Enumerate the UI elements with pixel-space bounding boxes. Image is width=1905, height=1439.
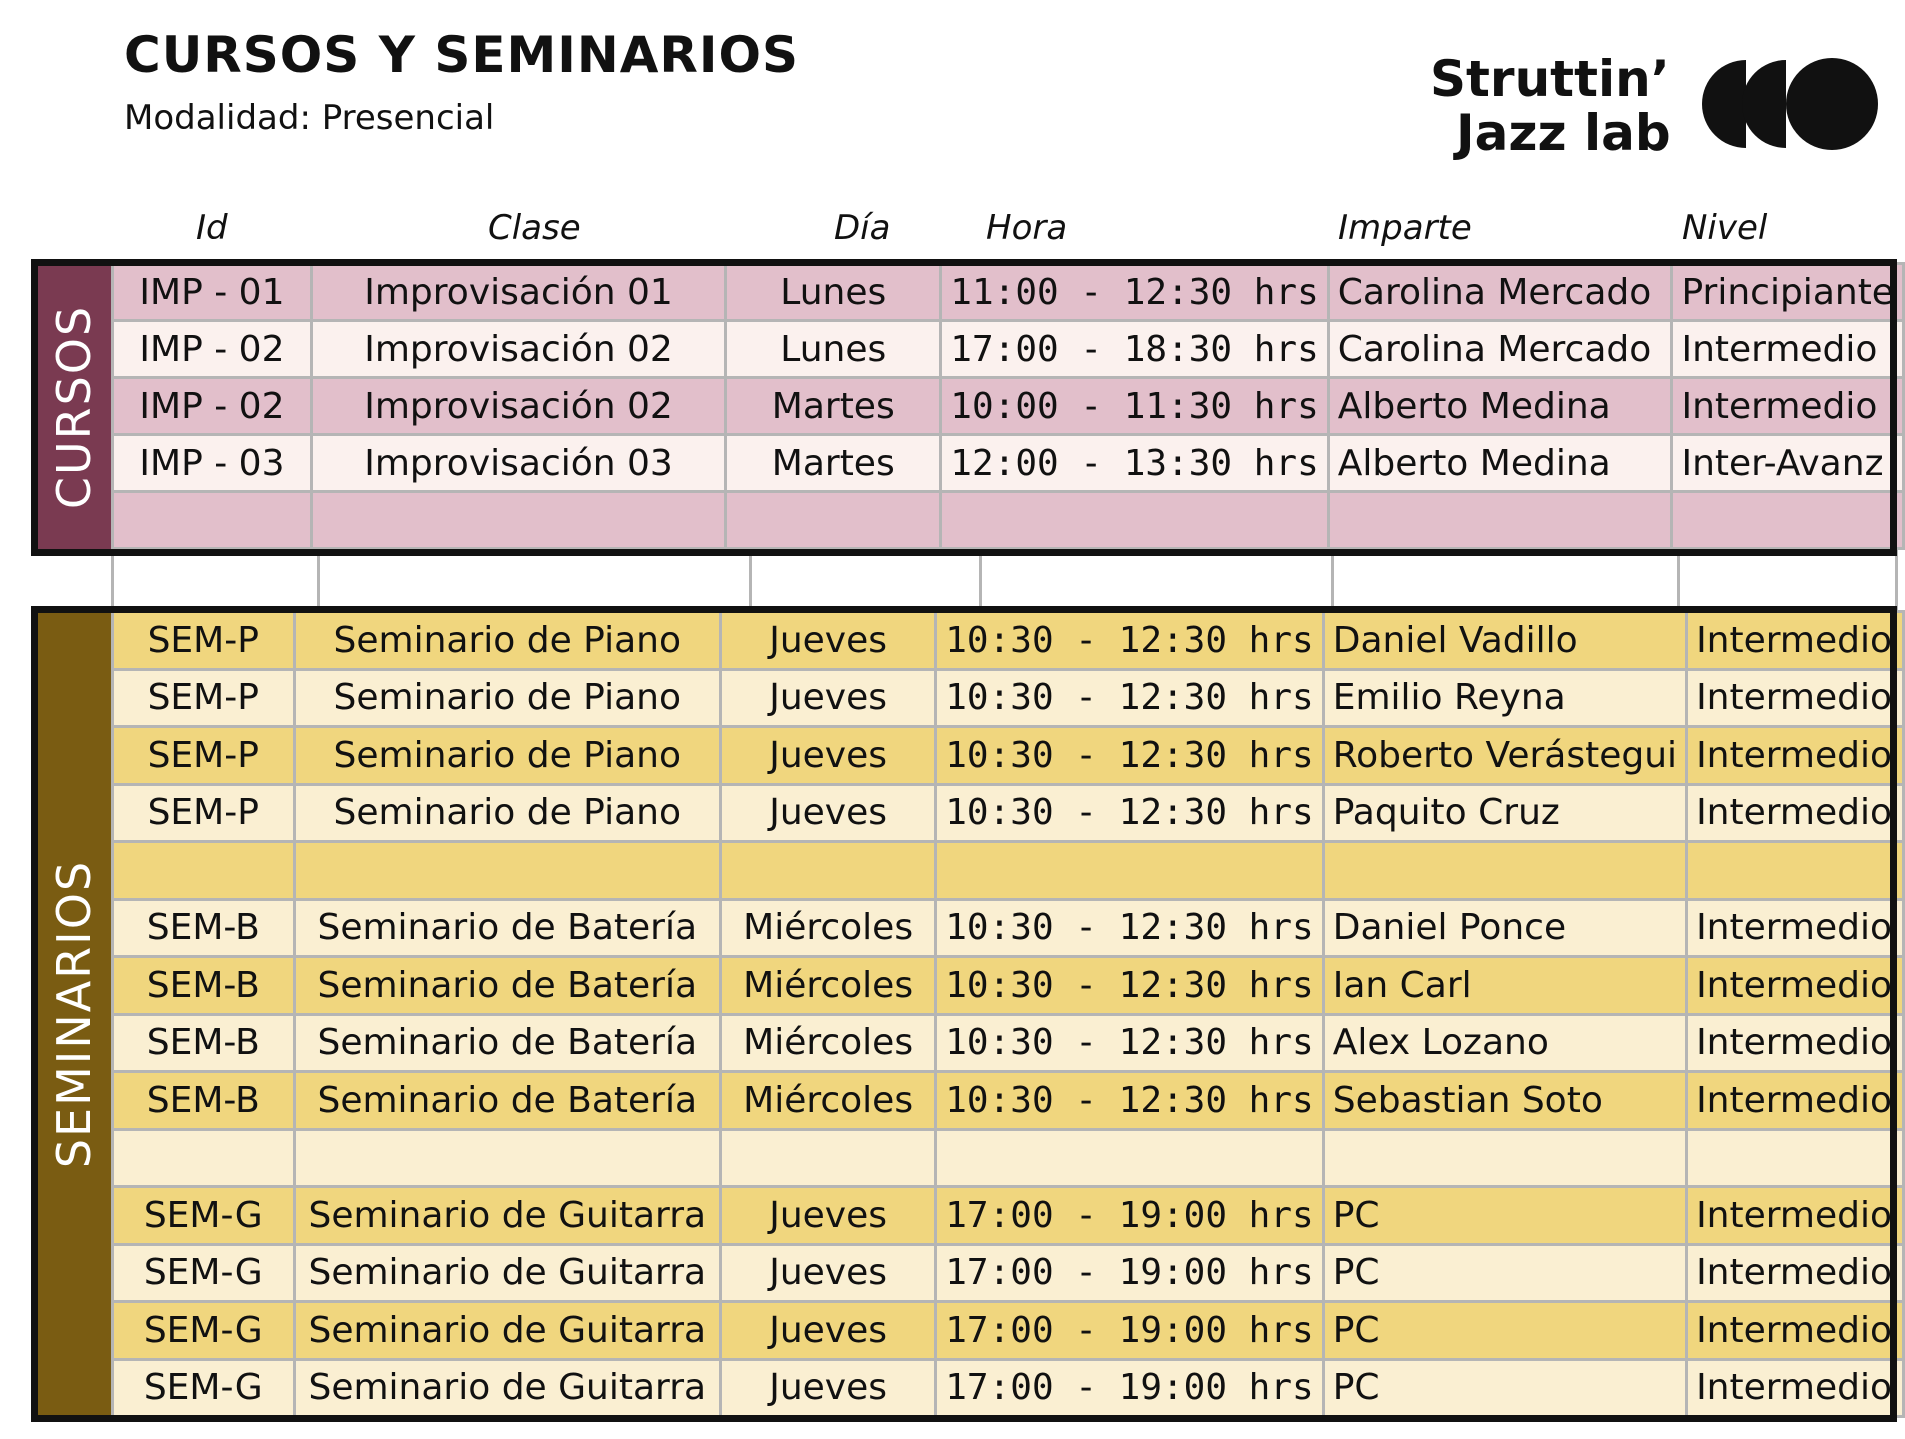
table-row <box>113 842 1904 900</box>
imparte-cell: Alberto Medina <box>1328 378 1672 435</box>
imparte-cell: PC <box>1323 1244 1686 1302</box>
nivel-cell: Inter-Avanz <box>1672 435 1904 492</box>
hora-cell: 10:30 - 12:30 hrs <box>936 669 1323 727</box>
dia-cell: Jueves <box>721 1302 936 1360</box>
modality-subtitle: Modalidad: Presencial <box>124 98 495 138</box>
id-cell: SEM-P <box>113 669 295 727</box>
nivel-cell: Intermedio <box>1687 1302 1904 1360</box>
clase-cell: Seminario de Guitarra <box>294 1187 720 1245</box>
id-cell <box>113 492 312 549</box>
dia-cell: Jueves <box>721 1359 936 1417</box>
dia-cell <box>721 1129 936 1187</box>
col-header-nivel: Nivel <box>1682 208 1768 248</box>
seminarios-section-band <box>34 610 113 1418</box>
table-row <box>113 1359 1904 1417</box>
seminarios-table <box>111 610 1905 1418</box>
clase-cell: Seminario de Guitarra <box>294 1302 720 1360</box>
table-row <box>113 1187 1904 1245</box>
table-row <box>113 669 1904 727</box>
dia-cell: Martes <box>726 435 941 492</box>
cursos-table <box>111 262 1905 550</box>
dia-cell: Jueves <box>721 612 936 670</box>
table-row <box>113 435 1904 492</box>
brand-logo-line1: Struttin’ <box>1430 50 1670 108</box>
table-row <box>113 727 1904 785</box>
hora-cell: 17:00 - 19:00 hrs <box>936 1187 1323 1245</box>
table-row <box>113 321 1904 378</box>
hora-cell: 17:00 - 18:30 hrs <box>941 321 1328 378</box>
nivel-cell <box>1687 842 1904 900</box>
dia-cell: Miércoles <box>721 899 936 957</box>
nivel-cell: Intermedio <box>1687 957 1904 1015</box>
hora-cell: 17:00 - 19:00 hrs <box>936 1359 1323 1417</box>
page-title: CURSOS Y SEMINARIOS <box>124 26 800 84</box>
nivel-cell: Intermedio <box>1687 784 1904 842</box>
nivel-cell: Intermedio <box>1672 378 1904 435</box>
clase-cell: Seminario de Guitarra <box>294 1359 720 1417</box>
table-row <box>113 492 1904 549</box>
table-row <box>113 1244 1904 1302</box>
imparte-cell <box>1328 492 1672 549</box>
dia-cell: Jueves <box>721 669 936 727</box>
brand-logo-line2: Jazz lab <box>1456 104 1671 162</box>
dia-cell: Jueves <box>721 1244 936 1302</box>
dia-cell: Miércoles <box>721 957 936 1015</box>
table-row <box>113 264 1904 321</box>
hora-cell: 10:30 - 12:30 hrs <box>936 1014 1323 1072</box>
id-cell: IMP - 02 <box>113 321 312 378</box>
imparte-cell <box>1323 1129 1686 1187</box>
clase-cell: Improvisación 01 <box>311 264 725 321</box>
imparte-cell: Carolina Mercado <box>1328 264 1672 321</box>
clase-cell <box>294 842 720 900</box>
nivel-cell: Principiante <box>1672 264 1904 321</box>
clase-cell: Improvisación 02 <box>311 321 725 378</box>
hora-cell: 11:00 - 12:30 hrs <box>941 264 1328 321</box>
nivel-cell: Intermedio <box>1672 321 1904 378</box>
id-cell: IMP - 01 <box>113 264 312 321</box>
dia-cell: Jueves <box>721 784 936 842</box>
imparte-cell: Carolina Mercado <box>1328 321 1672 378</box>
imparte-cell: PC <box>1323 1187 1686 1245</box>
table-row <box>113 378 1904 435</box>
hora-cell: 10:30 - 12:30 hrs <box>936 612 1323 670</box>
seminarios-section-label: SEMINARIOS <box>46 859 101 1169</box>
id-cell: SEM-G <box>113 1187 295 1245</box>
id-cell: SEM-P <box>113 727 295 785</box>
dia-cell <box>726 492 941 549</box>
cursos-section-label: CURSOS <box>46 304 101 510</box>
dia-cell <box>721 842 936 900</box>
dia-cell: Lunes <box>726 264 941 321</box>
id-cell: SEM-G <box>113 1244 295 1302</box>
hora-cell <box>936 842 1323 900</box>
clase-cell: Seminario de Batería <box>294 957 720 1015</box>
id-cell: IMP - 02 <box>113 378 312 435</box>
table-row <box>113 612 1904 670</box>
hora-cell: 10:30 - 12:30 hrs <box>936 784 1323 842</box>
clase-cell: Seminario de Batería <box>294 899 720 957</box>
imparte-cell: Sebastian Soto <box>1323 1072 1686 1130</box>
id-cell: SEM-B <box>113 1072 295 1130</box>
cursos-section-band <box>34 262 113 552</box>
table-row <box>113 899 1904 957</box>
imparte-cell: Roberto Verástegui <box>1323 727 1686 785</box>
imparte-cell: PC <box>1323 1302 1686 1360</box>
id-cell: SEM-B <box>113 957 295 1015</box>
clase-cell: Seminario de Piano <box>294 669 720 727</box>
imparte-cell: Emilio Reyna <box>1323 669 1686 727</box>
table-row <box>113 1302 1904 1360</box>
nivel-cell <box>1672 492 1904 549</box>
dia-cell: Jueves <box>721 1187 936 1245</box>
imparte-cell: Daniel Ponce <box>1323 899 1686 957</box>
col-header-imparte: Imparte <box>1338 208 1472 248</box>
imparte-cell <box>1323 842 1686 900</box>
clase-cell: Seminario de Piano <box>294 727 720 785</box>
clase-cell <box>294 1129 720 1187</box>
imparte-cell: Paquito Cruz <box>1323 784 1686 842</box>
col-header-dia: Día <box>834 208 891 248</box>
id-cell: SEM-G <box>113 1302 295 1360</box>
nivel-cell: Intermedio <box>1687 1244 1904 1302</box>
three-circles-logo-icon <box>1700 58 1890 150</box>
nivel-cell: Intermedio <box>1687 669 1904 727</box>
section-spacer-row <box>111 549 1898 610</box>
nivel-cell <box>1687 1129 1904 1187</box>
hora-cell: 10:00 - 11:30 hrs <box>941 378 1328 435</box>
table-row <box>113 1129 1904 1187</box>
table-row <box>113 784 1904 842</box>
col-header-hora: Hora <box>986 208 1068 248</box>
table-row <box>113 957 1904 1015</box>
nivel-cell: Intermedio <box>1687 612 1904 670</box>
hora-cell: 10:30 - 12:30 hrs <box>936 727 1323 785</box>
imparte-cell: Ian Carl <box>1323 957 1686 1015</box>
hora-cell <box>941 492 1328 549</box>
imparte-cell: PC <box>1323 1359 1686 1417</box>
dia-cell: Jueves <box>721 727 936 785</box>
hora-cell: 12:00 - 13:30 hrs <box>941 435 1328 492</box>
clase-cell: Seminario de Batería <box>294 1072 720 1130</box>
id-cell: SEM-P <box>113 612 295 670</box>
imparte-cell: Alex Lozano <box>1323 1014 1686 1072</box>
id-cell: SEM-B <box>113 1014 295 1072</box>
hora-cell: 17:00 - 19:00 hrs <box>936 1302 1323 1360</box>
nivel-cell: Intermedio <box>1687 727 1904 785</box>
imparte-cell: Alberto Medina <box>1328 435 1672 492</box>
nivel-cell: Intermedio <box>1687 1014 1904 1072</box>
nivel-cell: Intermedio <box>1687 1072 1904 1130</box>
id-cell: SEM-P <box>113 784 295 842</box>
hora-cell: 10:30 - 12:30 hrs <box>936 957 1323 1015</box>
dia-cell: Miércoles <box>721 1072 936 1130</box>
hora-cell: 10:30 - 12:30 hrs <box>936 1072 1323 1130</box>
id-cell: SEM-G <box>113 1359 295 1417</box>
nivel-cell: Intermedio <box>1687 1187 1904 1245</box>
id-cell: IMP - 03 <box>113 435 312 492</box>
brand-logo <box>1430 52 1671 160</box>
clase-cell: Seminario de Piano <box>294 784 720 842</box>
clase-cell: Improvisación 03 <box>311 435 725 492</box>
dia-cell: Martes <box>726 378 941 435</box>
col-header-id: Id <box>196 208 228 248</box>
dia-cell: Miércoles <box>721 1014 936 1072</box>
dia-cell: Lunes <box>726 321 941 378</box>
clase-cell: Seminario de Piano <box>294 612 720 670</box>
id-cell: SEM-B <box>113 899 295 957</box>
clase-cell <box>311 492 725 549</box>
clase-cell: Seminario de Guitarra <box>294 1244 720 1302</box>
clase-cell: Improvisación 02 <box>311 378 725 435</box>
imparte-cell: Daniel Vadillo <box>1323 612 1686 670</box>
nivel-cell: Intermedio <box>1687 899 1904 957</box>
table-row <box>113 1072 1904 1130</box>
hora-cell: 17:00 - 19:00 hrs <box>936 1244 1323 1302</box>
nivel-cell: Intermedio <box>1687 1359 1904 1417</box>
id-cell <box>113 1129 295 1187</box>
id-cell <box>113 842 295 900</box>
clase-cell: Seminario de Batería <box>294 1014 720 1072</box>
hora-cell: 10:30 - 12:30 hrs <box>936 899 1323 957</box>
hora-cell <box>936 1129 1323 1187</box>
col-header-clase: Clase <box>488 208 581 248</box>
table-row <box>113 1014 1904 1072</box>
